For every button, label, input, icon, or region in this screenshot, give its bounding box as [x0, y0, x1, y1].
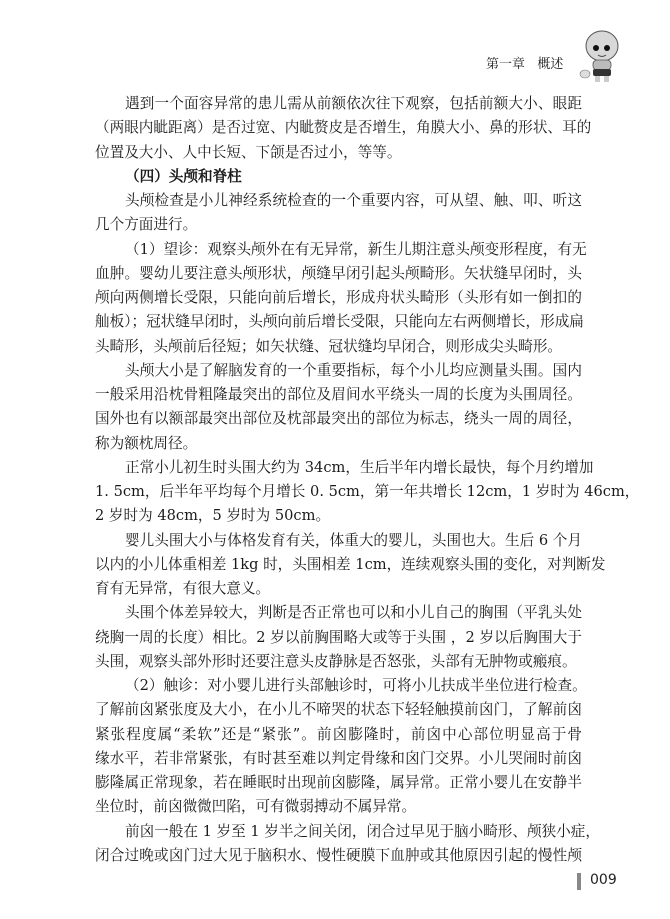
text-line: 头围，观察头部外形时还要注意头皮静脉是否怒张，头部有无肿物或瘢痕。 — [95, 652, 577, 670]
text-line: 正常小儿初生时头围大约为 34cm，生后半年内增长最快，每个月约增加 — [125, 458, 594, 476]
text-line: 了解前囟紧张度及大小，在小儿不啼哭的状态下轻轻触摸前囟门，了解前囟 — [95, 701, 582, 719]
paragraph — [95, 601, 582, 674]
paragraph — [95, 820, 600, 869]
text-line: 称为额枕周径。 — [95, 434, 198, 452]
text-line: 绕胸一周的长度）相比。2 岁以前胸围略大或等于头围 ，2 岁以后胸围大于 — [95, 628, 582, 646]
text-line: 头畸形，头颅前后径短；如矢状缝、冠状缝均早闭合，则形成尖头畸形。 — [95, 337, 563, 355]
paragraph — [95, 456, 640, 529]
text-line: 一般采用沿枕骨粗隆最突出的部位及眉间水平绕头一周的长度为头围周径。 — [95, 386, 582, 403]
text-line: 婴儿头围大小与体格发育有关，体重大的婴儿，头围也大。生后 6 个月 — [125, 531, 582, 549]
text-line: 紧张程度属“柔软”还是“紧张”。前囟膨隆时，前囟中心部位明显高于骨 — [95, 725, 582, 743]
text-line: （2）触诊：对小婴儿进行头部触诊时，可将小儿扶成半坐位进行检查。 — [125, 677, 587, 694]
text-line: 头颅大小是了解脑发育的一个重要指标，每个小儿均应测量头围。国内 — [125, 361, 582, 379]
paragraph — [95, 674, 587, 820]
text-line: 头围个体差异较大，判断是否正常也可以和小儿自己的胸围（平乳头处 — [125, 604, 582, 622]
text-line: 膨隆属正常现象，若在睡眠时出现前囟膨隆，属异常。正常小婴儿在安静半 — [95, 774, 582, 791]
text-line: 2 岁时为 48cm，5 岁时为 50cm。 — [95, 507, 331, 525]
text-line: 血肿。婴幼儿要注意头颅形状，颅缝早闭引起头颅畸形。矢状缝早闭时，头 — [95, 264, 582, 282]
page-number: 009 — [590, 872, 617, 888]
cartoon-baby-mascot-icon — [576, 28, 628, 84]
paragraph — [95, 359, 582, 456]
text-line: 舢板）；冠状缝早闭时，头颅向前后增长受限，只能向左右两侧增长，形成扁 — [95, 313, 584, 331]
paragraph — [95, 238, 587, 359]
page-number-bar — [577, 873, 581, 890]
text-line: 缘水平，若非常紧张，有时甚至难以判定骨缘和囟门交界。小儿哭闹时前囟 — [95, 749, 582, 767]
text-line: 前囟一般在 1 岁至 1 岁半之间关闭，闭合过早见于脑小畸形、颅狭小症， — [125, 822, 600, 840]
text-line: （四）头颅和脊柱 — [125, 167, 242, 185]
text-line: （1）望诊：观察头颅外在有无异常，新生儿期注意头颅变形程度，有无 — [125, 240, 587, 258]
paragraph — [95, 529, 606, 602]
text-line: 闭合过晚或囟门过大见于脑积水、慢性硬膜下血肿或其他原因引起的慢性颅 — [95, 846, 582, 864]
text-line: 头颅检查是小儿神经系统检查的一个重要内容，可从望、触、叩、听这 — [125, 192, 582, 209]
paragraph — [95, 92, 592, 165]
text-line: 位置及大小、人中长短、下颌是否过小，等等。 — [95, 143, 402, 161]
text-line: 坐位时，前囟微微凹陷，可有微弱搏动不属异常。 — [95, 798, 417, 816]
text-line: 以内的小儿体重相差 1kg 时，头围相差 1cm，连续观察头围的变化，对判断发 — [95, 555, 606, 573]
text-line: 遇到一个面容异常的患儿需从前额依次往下观察，包括前额大小、眼距 — [125, 95, 582, 112]
chapter-title: 概述 — [537, 57, 564, 72]
body-text — [95, 92, 640, 868]
text-line: 1. 5cm，后半年平均每个月增长 0. 5cm，第一年共增长 12cm，1 岁时为 46cm， — [95, 483, 640, 500]
chapter-number: 第一章 — [486, 57, 526, 72]
text-line: 几个方面进行。 — [95, 216, 198, 234]
running-header — [486, 53, 563, 72]
paragraph — [95, 189, 582, 238]
text-line: 育有无异常，有很大意义。 — [95, 580, 271, 597]
text-line: （两眼内眦距离）是否过宽、内眦赘皮是否增生，角膜大小、鼻的形状、耳的 — [95, 119, 592, 137]
text-line: 颅向两侧增长受限，只能向前后增长，形成舟状头畸形（头形有如一倒扣的 — [95, 289, 582, 306]
section-heading — [95, 165, 582, 189]
text-line: 国外也有以额部最突出部位及枕部最突出的部位为标志，绕头一周的周径， — [95, 410, 582, 428]
